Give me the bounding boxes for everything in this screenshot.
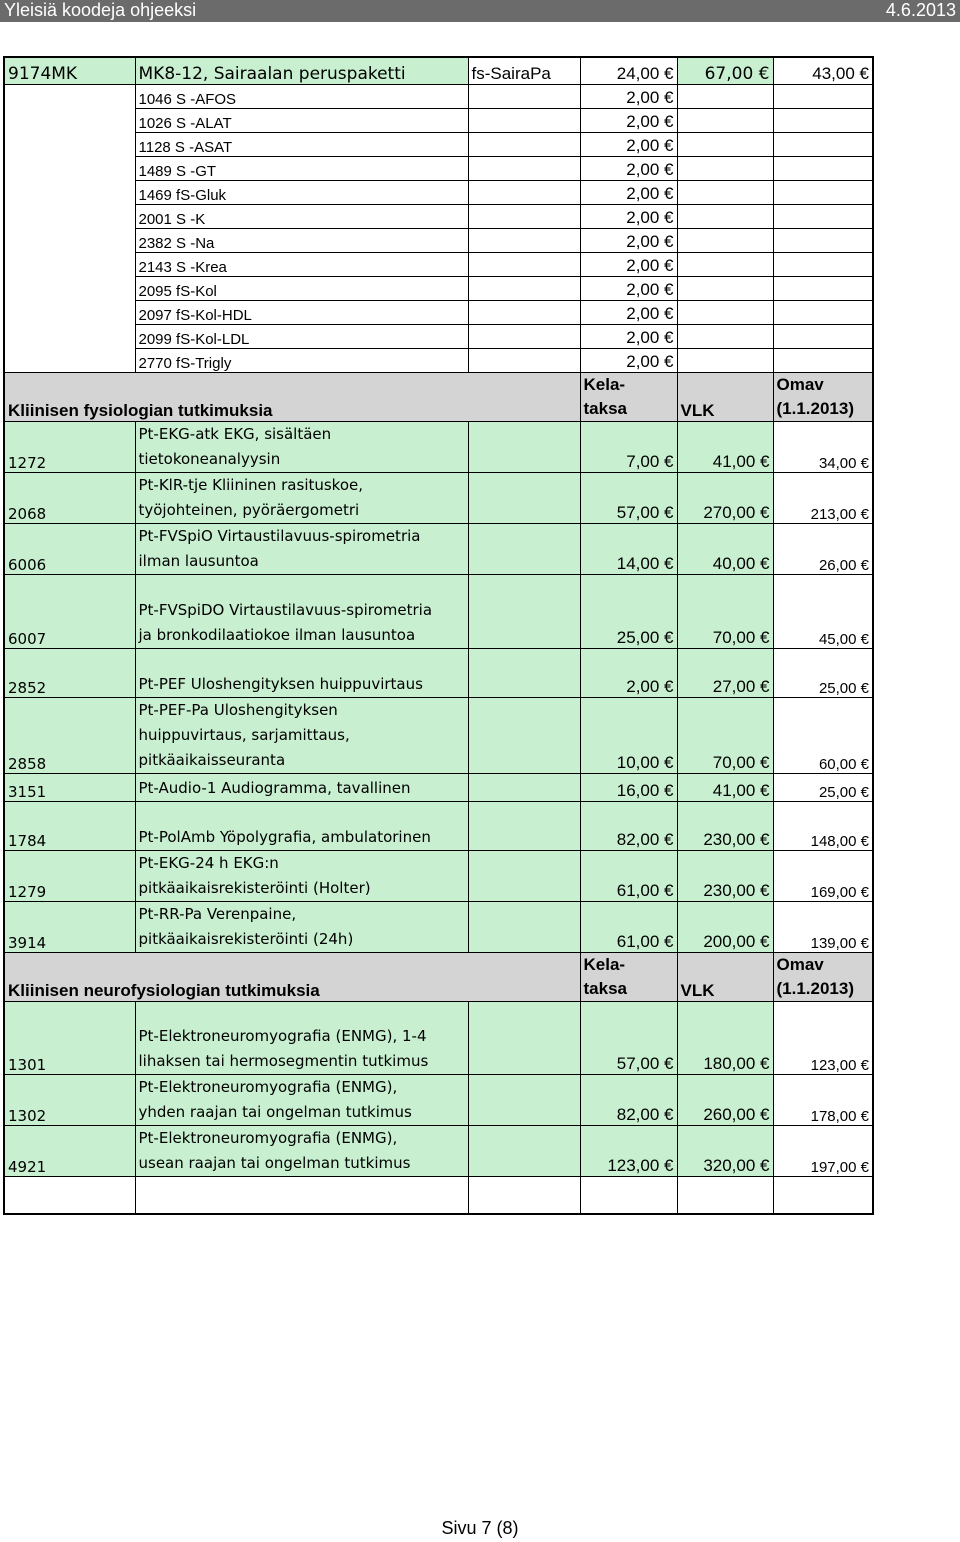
section-header bbox=[4, 952, 873, 1001]
empty-cell bbox=[468, 204, 580, 228]
omav-price: 139,00 € bbox=[773, 901, 873, 952]
package-item-kela: 2,00 € bbox=[580, 108, 677, 132]
empty-cell bbox=[468, 348, 580, 372]
empty-cell bbox=[4, 108, 135, 132]
table-row bbox=[4, 697, 873, 773]
test-description bbox=[135, 1001, 468, 1074]
package-item-kela: 2,00 € bbox=[580, 300, 677, 324]
test-description bbox=[135, 801, 468, 850]
table-row bbox=[4, 156, 873, 180]
empty-cell bbox=[468, 84, 580, 108]
table-row bbox=[4, 801, 873, 850]
description-line: Pt-Elektroneuromyografia (ENMG), 1-4 bbox=[138, 1026, 427, 1045]
empty-cell bbox=[4, 204, 135, 228]
package-item-name: 1469 fS-Gluk bbox=[135, 180, 468, 204]
empty-cell bbox=[468, 276, 580, 300]
test-description bbox=[135, 773, 468, 801]
package-item-name: 2001 S -K bbox=[135, 204, 468, 228]
empty-cell bbox=[468, 697, 580, 773]
table-row bbox=[4, 1125, 873, 1176]
vlk-price: 40,00 € bbox=[677, 523, 773, 574]
package-item-kela: 2,00 € bbox=[580, 132, 677, 156]
table-row bbox=[4, 108, 873, 132]
table-row bbox=[4, 901, 873, 952]
table-row bbox=[4, 276, 873, 300]
empty-cell bbox=[773, 1176, 873, 1214]
empty-cell bbox=[677, 348, 773, 372]
test-code: 1272 bbox=[4, 421, 135, 472]
description-line: lihaksen tai hermosegmentin tutkimus bbox=[138, 1051, 429, 1070]
column-header-text: taksa bbox=[583, 978, 627, 998]
empty-cell bbox=[773, 180, 873, 204]
empty-cell bbox=[468, 300, 580, 324]
description-line: Pt-RR-Pa Verenpaine, bbox=[138, 904, 297, 923]
empty-cell bbox=[677, 252, 773, 276]
vlk-price: 230,00 € bbox=[677, 850, 773, 901]
test-code: 4921 bbox=[4, 1125, 135, 1176]
empty-cell bbox=[4, 156, 135, 180]
table-row bbox=[4, 472, 873, 523]
empty-row bbox=[4, 1176, 873, 1214]
empty-cell bbox=[677, 1176, 773, 1214]
column-vlk-header: VLK bbox=[677, 952, 773, 1001]
empty-cell bbox=[468, 648, 580, 697]
empty-cell bbox=[468, 421, 580, 472]
description-line: Pt-PEF Uloshengityksen huippuvirtaus bbox=[138, 674, 423, 693]
kela-price: 57,00 € bbox=[580, 1001, 677, 1074]
test-description bbox=[135, 574, 468, 648]
test-description bbox=[135, 850, 468, 901]
kela-price: 57,00 € bbox=[580, 472, 677, 523]
empty-cell bbox=[773, 132, 873, 156]
empty-cell bbox=[468, 1001, 580, 1074]
table-row bbox=[4, 1001, 873, 1074]
kela-price: 82,00 € bbox=[580, 801, 677, 850]
description-line: yhden raajan tai ongelman tutkimus bbox=[138, 1102, 412, 1121]
test-code: 2068 bbox=[4, 472, 135, 523]
column-header-text: Kela- bbox=[583, 374, 626, 394]
document-title: Yleisiä koodeja ohjeeksi bbox=[4, 0, 197, 20]
package-item-name: 2099 fS-Kol-LDL bbox=[135, 324, 468, 348]
empty-cell bbox=[4, 180, 135, 204]
column-kela-header bbox=[580, 952, 677, 1001]
table-row bbox=[4, 648, 873, 697]
column-omav-header bbox=[773, 952, 873, 1001]
description-line: Pt-FVSpiDO Virtaustilavuus-spirometria bbox=[138, 600, 433, 619]
package-sub: fs-SairaPa bbox=[468, 57, 580, 84]
description-line: Pt-Elektroneuromyografia (ENMG), bbox=[138, 1077, 398, 1096]
omav-price: 123,00 € bbox=[773, 1001, 873, 1074]
empty-cell bbox=[468, 472, 580, 523]
description-line: Pt-KlR-tje Kliininen rasituskoe, bbox=[138, 475, 364, 494]
test-code: 6007 bbox=[4, 574, 135, 648]
vlk-price: 70,00 € bbox=[677, 697, 773, 773]
column-vlk-header: VLK bbox=[677, 372, 773, 421]
package-item-kela: 2,00 € bbox=[580, 324, 677, 348]
price-table bbox=[3, 56, 874, 1215]
column-kela-header bbox=[580, 372, 677, 421]
package-omav: 43,00 € bbox=[773, 57, 873, 84]
package-item-name: 1046 S -AFOS bbox=[135, 84, 468, 108]
test-code: 2858 bbox=[4, 697, 135, 773]
empty-cell bbox=[677, 156, 773, 180]
table-row bbox=[4, 850, 873, 901]
vlk-price: 27,00 € bbox=[677, 648, 773, 697]
package-item-name: 2770 fS-Trigly bbox=[135, 348, 468, 372]
empty-cell bbox=[773, 204, 873, 228]
test-code: 3151 bbox=[4, 773, 135, 801]
package-item-name: 2097 fS-Kol-HDL bbox=[135, 300, 468, 324]
description-line: pitkäaikaisrekisteröinti (24h) bbox=[138, 929, 354, 948]
empty-cell bbox=[4, 276, 135, 300]
empty-cell bbox=[773, 324, 873, 348]
empty-cell bbox=[468, 324, 580, 348]
package-kela: 24,00 € bbox=[580, 57, 677, 84]
header-bar bbox=[0, 0, 960, 22]
omav-price: 178,00 € bbox=[773, 1074, 873, 1125]
package-item-kela: 2,00 € bbox=[580, 180, 677, 204]
test-code: 3914 bbox=[4, 901, 135, 952]
kela-price: 2,00 € bbox=[580, 648, 677, 697]
omav-price: 169,00 € bbox=[773, 850, 873, 901]
empty-cell bbox=[677, 132, 773, 156]
table-row bbox=[4, 252, 873, 276]
test-code: 1784 bbox=[4, 801, 135, 850]
package-item-kela: 2,00 € bbox=[580, 348, 677, 372]
empty-cell bbox=[4, 348, 135, 372]
column-header-text: Omav bbox=[776, 374, 824, 394]
empty-cell bbox=[580, 1176, 677, 1214]
test-code: 2852 bbox=[4, 648, 135, 697]
table-row bbox=[4, 523, 873, 574]
test-description bbox=[135, 648, 468, 697]
empty-cell bbox=[773, 108, 873, 132]
table-row bbox=[4, 574, 873, 648]
column-header-text: (1.1.2013) bbox=[776, 398, 854, 418]
omav-price: 25,00 € bbox=[773, 648, 873, 697]
table-row bbox=[4, 348, 873, 372]
vlk-price: 200,00 € bbox=[677, 901, 773, 952]
description-line: ilman lausuntoa bbox=[138, 551, 259, 570]
test-description bbox=[135, 421, 468, 472]
kela-price: 14,00 € bbox=[580, 523, 677, 574]
test-description bbox=[135, 1074, 468, 1125]
empty-cell bbox=[4, 300, 135, 324]
omav-price: 60,00 € bbox=[773, 697, 873, 773]
vlk-price: 260,00 € bbox=[677, 1074, 773, 1125]
description-line: työjohteinen, pyöräergometri bbox=[138, 500, 360, 519]
vlk-price: 41,00 € bbox=[677, 773, 773, 801]
package-item-kela: 2,00 € bbox=[580, 156, 677, 180]
package-item-name: 2095 fS-Kol bbox=[135, 276, 468, 300]
empty-cell bbox=[468, 901, 580, 952]
empty-cell bbox=[4, 324, 135, 348]
omav-price: 34,00 € bbox=[773, 421, 873, 472]
empty-cell bbox=[677, 204, 773, 228]
empty-cell bbox=[468, 1074, 580, 1125]
kela-price: 25,00 € bbox=[580, 574, 677, 648]
vlk-price: 41,00 € bbox=[677, 421, 773, 472]
package-item-name: 1128 S -ASAT bbox=[135, 132, 468, 156]
package-name: MK8-12, Sairaalan peruspaketti bbox=[135, 57, 468, 84]
test-description bbox=[135, 1125, 468, 1176]
test-description bbox=[135, 901, 468, 952]
table-row bbox=[4, 421, 873, 472]
description-line: Pt-EKG-atk EKG, sisältäen bbox=[138, 424, 332, 443]
empty-cell bbox=[4, 132, 135, 156]
omav-price: 148,00 € bbox=[773, 801, 873, 850]
empty-cell bbox=[773, 276, 873, 300]
description-line: Pt-Elektroneuromyografia (ENMG), bbox=[138, 1128, 398, 1147]
test-description bbox=[135, 472, 468, 523]
vlk-price: 270,00 € bbox=[677, 472, 773, 523]
table-row bbox=[4, 228, 873, 252]
omav-price: 26,00 € bbox=[773, 523, 873, 574]
test-code: 1279 bbox=[4, 850, 135, 901]
package-item-name: 1026 S -ALAT bbox=[135, 108, 468, 132]
omav-price: 213,00 € bbox=[773, 472, 873, 523]
kela-price: 61,00 € bbox=[580, 901, 677, 952]
empty-cell bbox=[677, 324, 773, 348]
package-item-kela: 2,00 € bbox=[580, 276, 677, 300]
empty-cell bbox=[468, 850, 580, 901]
kela-price: 7,00 € bbox=[580, 421, 677, 472]
package-item-name: 2143 S -Krea bbox=[135, 252, 468, 276]
empty-cell bbox=[773, 348, 873, 372]
empty-cell bbox=[677, 300, 773, 324]
table-row bbox=[4, 300, 873, 324]
kela-price: 123,00 € bbox=[580, 1125, 677, 1176]
column-header-text: (1.1.2013) bbox=[776, 978, 854, 998]
table-row bbox=[4, 324, 873, 348]
omav-price: 25,00 € bbox=[773, 773, 873, 801]
kela-price: 61,00 € bbox=[580, 850, 677, 901]
kela-price: 16,00 € bbox=[580, 773, 677, 801]
vlk-price: 180,00 € bbox=[677, 1001, 773, 1074]
package-code: 9174MK bbox=[4, 57, 135, 84]
empty-cell bbox=[677, 228, 773, 252]
description-line: tietokoneanalyysin bbox=[138, 449, 281, 468]
empty-cell bbox=[468, 132, 580, 156]
empty-cell bbox=[4, 84, 135, 108]
empty-cell bbox=[468, 156, 580, 180]
empty-cell bbox=[468, 1125, 580, 1176]
empty-cell bbox=[468, 574, 580, 648]
kela-price: 82,00 € bbox=[580, 1074, 677, 1125]
empty-cell bbox=[677, 108, 773, 132]
vlk-price: 320,00 € bbox=[677, 1125, 773, 1176]
empty-cell bbox=[773, 300, 873, 324]
vlk-price: 230,00 € bbox=[677, 801, 773, 850]
table-row bbox=[4, 1074, 873, 1125]
test-description bbox=[135, 697, 468, 773]
package-item-kela: 2,00 € bbox=[580, 228, 677, 252]
page-number: Sivu 7 (8) bbox=[441, 1518, 519, 1538]
empty-cell bbox=[4, 252, 135, 276]
description-line: huippuvirtaus, sarjamittaus, bbox=[138, 725, 350, 744]
table-row bbox=[4, 132, 873, 156]
package-item-name: 1489 S -GT bbox=[135, 156, 468, 180]
empty-cell bbox=[677, 180, 773, 204]
package-vlk: 67,00 € bbox=[677, 57, 773, 84]
table-row bbox=[4, 84, 873, 108]
package-item-kela: 2,00 € bbox=[580, 84, 677, 108]
section-header bbox=[4, 372, 873, 421]
description-line: pitkäaikaisseuranta bbox=[138, 750, 286, 769]
document-date: 4.6.2013 bbox=[885, 0, 956, 20]
section-title: Kliinisen fysiologian tutkimuksia bbox=[4, 372, 580, 421]
empty-cell bbox=[468, 180, 580, 204]
test-code: 6006 bbox=[4, 523, 135, 574]
omav-price: 197,00 € bbox=[773, 1125, 873, 1176]
empty-cell bbox=[773, 156, 873, 180]
test-description bbox=[135, 523, 468, 574]
vlk-price: 70,00 € bbox=[677, 574, 773, 648]
package-item-kela: 2,00 € bbox=[580, 204, 677, 228]
table-row bbox=[4, 773, 873, 801]
empty-cell bbox=[4, 228, 135, 252]
table-row bbox=[4, 180, 873, 204]
description-line: Pt-FVSpiO Virtaustilavuus-spirometria bbox=[138, 526, 421, 545]
empty-cell bbox=[468, 773, 580, 801]
description-line: Pt-PolAmb Yöpolygrafia, ambulatorinen bbox=[138, 827, 431, 846]
column-omav-header bbox=[773, 372, 873, 421]
description-line: Pt-EKG-24 h EKG:n bbox=[138, 853, 279, 872]
description-line: Pt-Audio-1 Audiogramma, tavallinen bbox=[138, 778, 411, 797]
description-line: ja bronkodilaatiokoe ilman lausuntoa bbox=[138, 625, 416, 644]
test-code: 1302 bbox=[4, 1074, 135, 1125]
description-line: usean raajan tai ongelman tutkimus bbox=[138, 1153, 411, 1172]
empty-cell bbox=[773, 84, 873, 108]
test-code: 1301 bbox=[4, 1001, 135, 1074]
column-header-text: taksa bbox=[583, 398, 627, 418]
section-title: Kliinisen neurofysiologian tutkimuksia bbox=[4, 952, 580, 1001]
empty-cell bbox=[468, 252, 580, 276]
empty-cell bbox=[468, 108, 580, 132]
description-line: pitkäaikaisrekisteröinti (Holter) bbox=[138, 878, 371, 897]
kela-price: 10,00 € bbox=[580, 697, 677, 773]
empty-cell bbox=[677, 276, 773, 300]
package-item-kela: 2,00 € bbox=[580, 252, 677, 276]
table-row bbox=[4, 204, 873, 228]
omav-price: 45,00 € bbox=[773, 574, 873, 648]
empty-cell bbox=[468, 228, 580, 252]
empty-cell bbox=[468, 801, 580, 850]
empty-cell bbox=[677, 84, 773, 108]
empty-cell bbox=[135, 1176, 468, 1214]
column-header-text: Omav bbox=[776, 954, 824, 974]
package-row bbox=[4, 57, 873, 84]
empty-cell bbox=[468, 1176, 580, 1214]
package-item-name: 2382 S -Na bbox=[135, 228, 468, 252]
empty-cell bbox=[773, 228, 873, 252]
column-header-text: Kela- bbox=[583, 954, 626, 974]
empty-cell bbox=[4, 1176, 135, 1214]
empty-cell bbox=[773, 252, 873, 276]
description-line: Pt-PEF-Pa Uloshengityksen bbox=[138, 700, 338, 719]
empty-cell bbox=[468, 523, 580, 574]
